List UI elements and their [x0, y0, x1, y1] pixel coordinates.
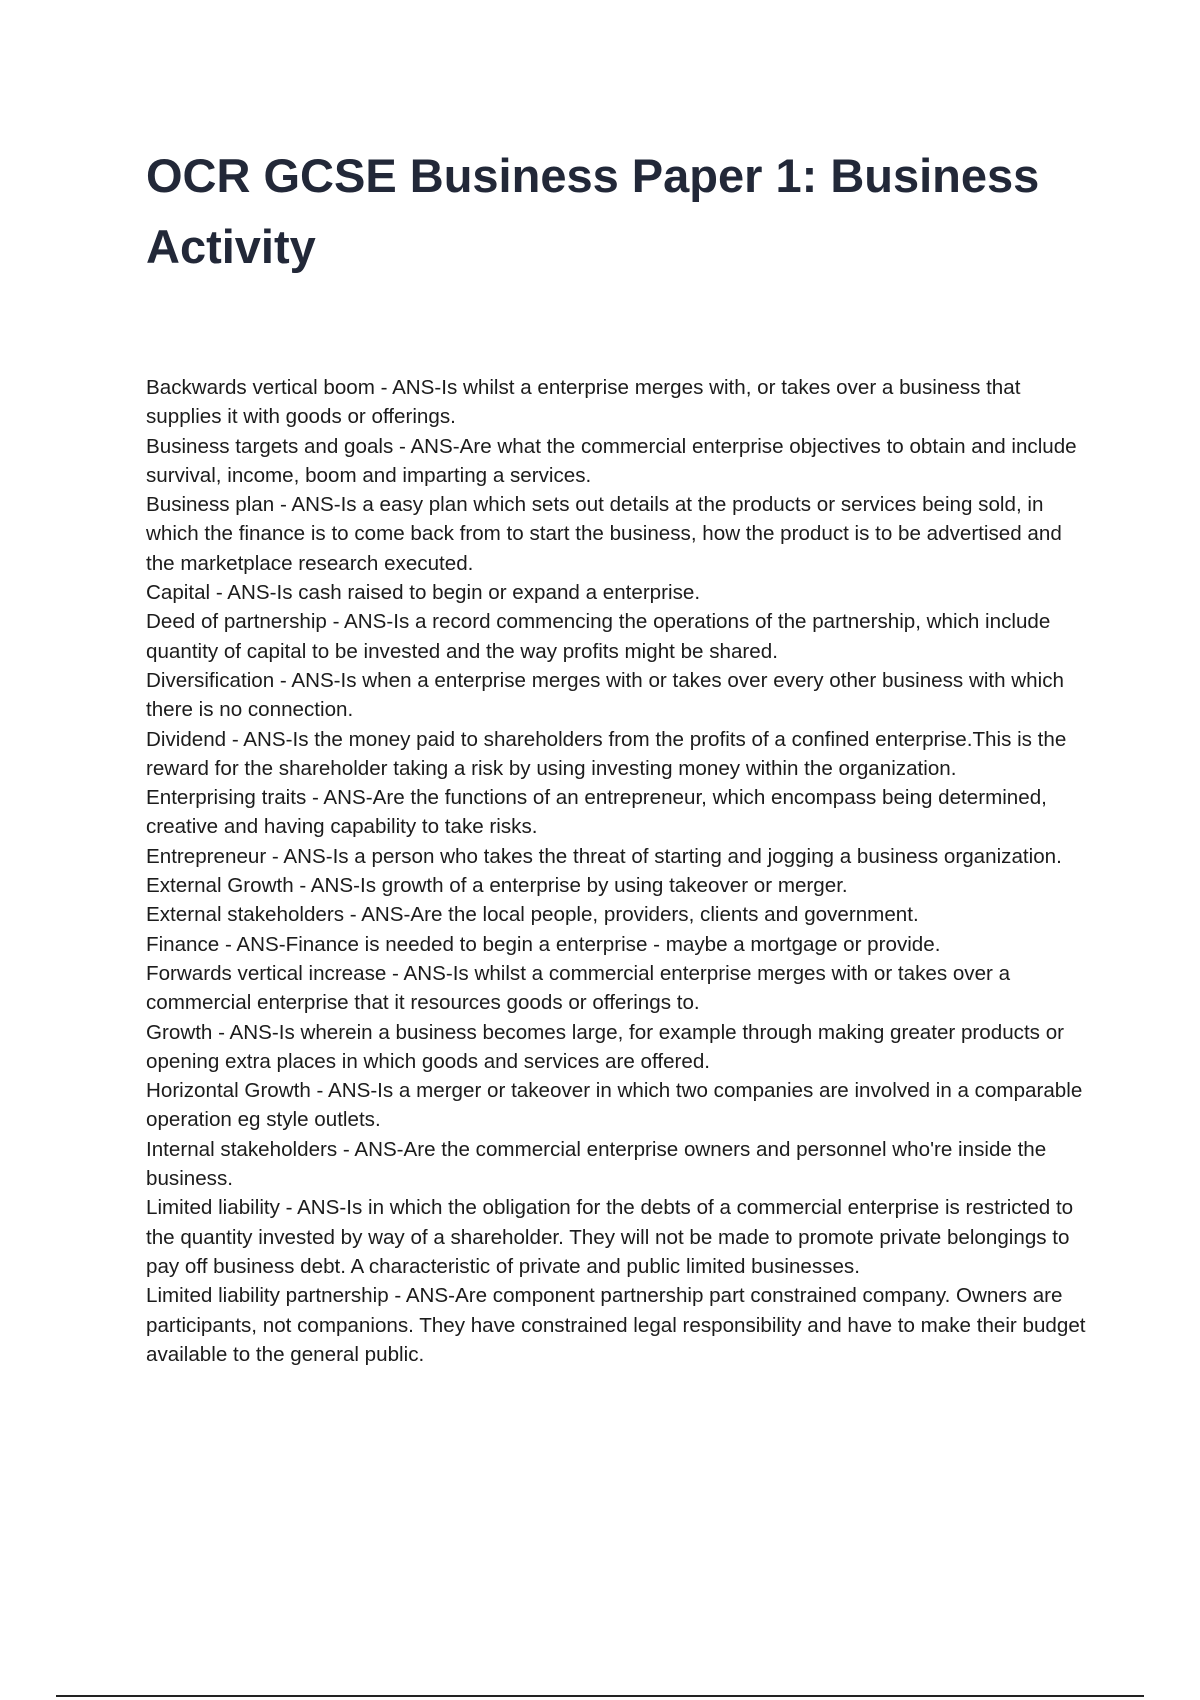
glossary-entry: Business targets and goals - ANS-Are what the commercial enterprise objectives to obtain and include survival, income, boom and imparting a services. — [146, 434, 1077, 487]
page-title: OCR GCSE Business Paper 1: Business Activity — [146, 149, 1040, 273]
glossary-entry: Capital - ANS-Is cash raised to begin or expand a enterprise. — [146, 581, 701, 605]
glossary-entry: Finance - ANS-Finance is needed to begin a enterprise - maybe a mortgage or provide. — [146, 932, 941, 956]
glossary-entry: Diversification - ANS-Is when a enterprise merges with or takes over every other business with which there is no connection. — [146, 668, 1064, 722]
glossary-entry: Internal stakeholders - ANS-Are the commercial enterprise owners and personnel who're inside the business. — [146, 1137, 1047, 1191]
glossary-entry: Growth - ANS-Is wherein a business becomes large, for example through making greater products or opening extra places in which goods and services are offered. — [146, 1020, 1065, 1073]
footer-rule — [56, 1695, 1144, 1697]
glossary-entry: Backwards vertical boom - ANS-Is whilst a enterprise merges with, or takes over a business that supplies it with goods or offerings. — [146, 376, 1021, 429]
glossary-entry: Enterprising traits - ANS-Are the functions of an entrepreneur, which encompass being determined, creative and having capability to take risks. — [146, 786, 1047, 839]
glossary-entry: Limited liability - ANS-Is in which the obligation for the debts of a commercial enterprise is restricted to the quantity invested by way of a shareholder. They will not be made to promote private belongings to pay off business debt. A characteristic of private and public limited businesses. — [146, 1196, 1074, 1278]
glossary-list — [146, 373, 1096, 1369]
glossary-entry: Horizontal Growth - ANS-Is a merger or takeover in which two companies are involved in a comparable operation eg style outlets. — [146, 1079, 1083, 1132]
glossary-entry: External Growth - ANS-Is growth of a enterprise by using takeover or merger. — [146, 874, 848, 898]
glossary-entry: External stakeholders - ANS-Are the local people, providers, clients and government. — [146, 903, 919, 927]
glossary-entry: Entrepreneur - ANS-Is a person who takes the threat of starting and jogging a business organization. — [146, 844, 1062, 868]
glossary-entry: Business plan - ANS-Is a easy plan which sets out details at the products or services being sold, in which the finance is to come back from to start the business, how the product is to be advertised and the marketplace research executed. — [146, 493, 1062, 575]
glossary-entry: Deed of partnership - ANS-Is a record commencing the operations of the partnership, which include quantity of capital to be invested and the way profits might be shared. — [146, 610, 1051, 663]
glossary-entry: Dividend - ANS-Is the money paid to shareholders from the profits of a confined enterprise.This is the reward for the shareholder taking a risk by using investing money within the organization. — [146, 727, 1067, 780]
glossary-entry: Forwards vertical increase - ANS-Is whilst a commercial enterprise merges with or takes over a commercial enterprise that it resources goods or offerings to. — [146, 961, 1011, 1015]
glossary-entry: Limited liability partnership - ANS-Are component partnership part constrained company. Owners are participants, not companions. They have constrained legal responsibility and have to make their budget available to the general public. — [146, 1284, 1086, 1366]
